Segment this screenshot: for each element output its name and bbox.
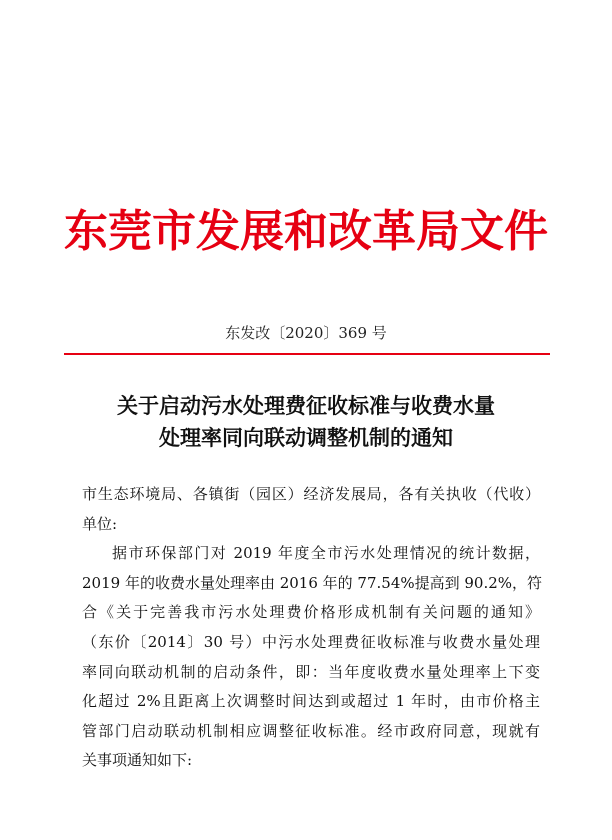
recipient-line-1: 市生态环境局、各镇街（园区）经济发展局，各有关执收（代收） xyxy=(82,485,540,503)
title-line-2: 处理率同向联动调整机制的通知 xyxy=(159,426,453,450)
title-line-1: 关于启动污水处理费征收标准与收费水量 xyxy=(117,394,495,418)
paragraph-line-5: 率同向联动机制的启动条件，即：当年度收费水量处理率上下变 xyxy=(82,662,540,681)
document-masthead: 东莞市发展和改革局文件 xyxy=(64,206,548,257)
paragraph-line-1: 据市环保部门对 2019 年度全市污水处理情况的统计数据， xyxy=(112,544,540,563)
paragraph-line-6: 化超过 2%且距离上次调整时间达到或超过 1 年时，由市价格主 xyxy=(82,692,540,711)
paragraph-line-3: 合《关于完善我市污水处理费价格形成机制有关问题的通知》 xyxy=(82,603,540,622)
paragraph-line-2: 2019 年的收费水量处理率由 2016 年的 77.54%提高到 90.2%，符 xyxy=(82,573,543,592)
document-body xyxy=(82,480,543,776)
paragraph-line-8: 关事项通知如下: xyxy=(82,751,193,770)
paragraph-line-7: 管部门启动联动机制相应调整征收标准。经市政府同意，现就有 xyxy=(82,721,540,740)
document-title xyxy=(60,390,552,454)
document-number: 东发改〔2020〕369 号 xyxy=(225,324,387,342)
paragraph-line-4: （东价〔2014〕30 号）中污水处理费征收标准与收费水量处理 xyxy=(82,632,540,651)
recipient-line-2: 单位: xyxy=(82,514,118,533)
red-divider-line xyxy=(64,353,550,355)
